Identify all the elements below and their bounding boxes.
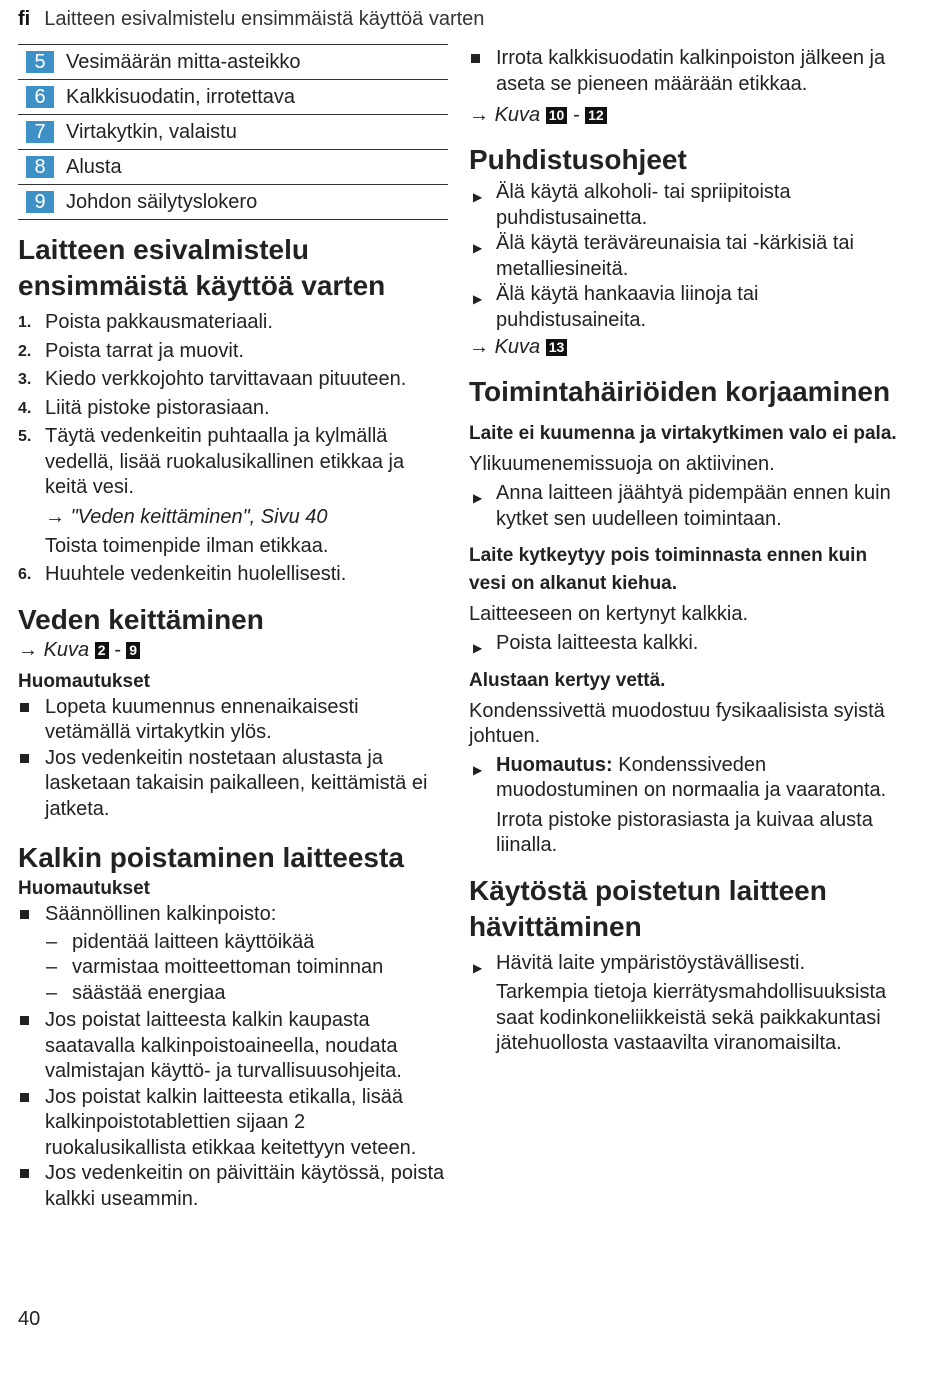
step-text: Poista tarrat ja muovit. [45, 339, 244, 362]
figure-badge: 10 [546, 107, 568, 124]
list-item [469, 180, 899, 231]
instruction-text: Älä käytä hankaavia liinoja tai puhdistusaineita. [496, 283, 759, 331]
trouble-heading: Toimintahäiriöiden korjaaminen [469, 376, 891, 407]
figure-badge: 2 [95, 642, 109, 659]
reference-text: Kuva [43, 638, 90, 661]
part-label: Johdon säilytyslokero [66, 190, 258, 213]
list-item [469, 282, 899, 333]
part-label: Vesimäärän mitta-asteikko [66, 50, 301, 73]
part-label: Kalkkisuodatin, irrotettava [66, 85, 296, 108]
note-text: Kondenssiveden muodostuminen on normaalia ja vaaratonta. [496, 753, 887, 801]
part-label: Alusta [66, 155, 122, 178]
list-item [18, 955, 448, 981]
bullet-square-icon [20, 1093, 29, 1102]
list-item [18, 424, 448, 559]
disposal-info-text: Tarkempia tietoja kierrätysmahdollisuuksista saat kodinkoneliikkeistä sekä paikkakuntasi jätehuollosta vastaavilta viranomaisilta. [496, 981, 887, 1054]
arrow-right-icon: → [18, 638, 44, 661]
list-item [18, 746, 448, 823]
bullet-square-icon [20, 1016, 29, 1025]
descale-benefits [18, 930, 448, 1007]
disposal-heading: Käytöstä poistetun laitteen hävittäminen [469, 874, 827, 942]
problem-cause: Ylikuumenemissuoja on aktiivinen. [469, 453, 775, 475]
figure-reference [469, 335, 899, 360]
list-item [18, 396, 448, 422]
benefit-text: säästää energiaa [72, 981, 226, 1004]
list-item [18, 1008, 448, 1085]
table-row [18, 185, 448, 220]
step-text: Liitä pistoke pistorasiaan. [45, 396, 270, 419]
left-column [18, 44, 448, 1214]
note-text: Jos poistat kalkin laitteesta etikalla, lisää kalkinpoistotablettien sijaan 2 ruokalusikallista etikkaa keitettyyn veteen. [45, 1085, 417, 1159]
notes-heading: Huomautukset [18, 670, 150, 692]
prep-steps [18, 310, 448, 588]
bullet-square-icon [20, 1169, 29, 1178]
reference-text: Kuva [494, 336, 541, 358]
table-row [18, 150, 448, 185]
list-item [18, 339, 448, 365]
right-column [469, 44, 899, 1059]
dash-icon: – [46, 981, 58, 1004]
instruction-text: Hävitä laite ympäristöystävällisesti. [496, 951, 805, 974]
step-number: 2. [18, 342, 32, 360]
problem-fix-list [469, 481, 899, 532]
note-text: Jos vedenkeitin nostetaan alustasta ja lasketaan takaisin paikalleen, keittämistä ei jatketa. [45, 746, 428, 820]
list-item [469, 753, 899, 859]
descale-notes [18, 902, 448, 928]
bullet-square-icon [471, 54, 480, 63]
problem-fix-list [469, 631, 899, 657]
problem-title: Laite ei kuumenna ja virtakytkimen valo ei pala. [469, 423, 897, 444]
part-number: 7 [26, 121, 54, 143]
note-text: Irrota kalkkisuodatin kalkinpoiston jälkeen ja aseta se pieneen määrään etikkaa. [496, 47, 886, 95]
triangle-bullet-icon: ▶ [473, 641, 483, 655]
list-item [18, 562, 448, 588]
instruction-text: Älä käytä teräväreunaisia tai -kärkisiä tai metalliesineitä. [496, 232, 854, 280]
benefit-text: varmistaa moitteettoman toiminnan [72, 956, 384, 978]
list-item [469, 951, 899, 1057]
instruction-text: Älä käytä alkoholi- tai spriipitoista puhdistusainetta. [496, 181, 791, 229]
problem-cause: Laitteeseen on kertynyt kalkkia. [469, 603, 749, 625]
arrow-right-icon: → [469, 336, 495, 358]
list-item [18, 367, 448, 393]
problem-title: Laite kytkeytyy pois toiminnasta ennen kuin vesi on alkanut kiehua. [469, 545, 868, 594]
bullet-square-icon [20, 703, 29, 712]
note-label: Huomautus: [496, 753, 613, 776]
triangle-bullet-icon: ▶ [473, 960, 483, 975]
table-row [18, 115, 448, 150]
page-header [18, 8, 484, 31]
table-row [18, 45, 448, 80]
step-text: Huuhtele vedenkeitin huolellisesti. [45, 563, 347, 585]
fix-text: Anna laitteen jäähtyä pidempään ennen kuin kytket sen uudelleen toimintaan. [496, 482, 891, 530]
bullet-square-icon [20, 754, 29, 763]
cleaning-list [469, 180, 899, 333]
step-number: 6. [18, 566, 32, 583]
step-text: Kiedo verkkojohto tarvittavaan pituuteen. [45, 368, 407, 390]
triangle-bullet-icon: ▶ [473, 491, 483, 505]
note-text: Jos poistat laitteesta kalkin kaupasta saatavalla kalkinpoistoaineella, noudata valmistajan käyttö- ja turvallisuusohjeita. [45, 1009, 402, 1082]
fix-text: Poista laitteesta kalkki. [496, 632, 699, 654]
prep-heading: Laitteen esivalmistelu ensimmäistä käyttöä varten [18, 234, 386, 301]
triangle-bullet-icon: ▶ [473, 762, 483, 777]
list-item [18, 310, 448, 336]
part-number: 9 [26, 191, 54, 213]
figure-reference: → Kuva 10 - 12 [469, 103, 899, 128]
page-number: 40 [18, 1308, 41, 1330]
list-item [18, 981, 448, 1007]
step-number: 4. [18, 399, 32, 417]
note-text: Jos vedenkeitin on päivittäin käytössä, poista kalkki useammin. [45, 1162, 445, 1210]
arrow-right-icon: → [45, 505, 71, 528]
step-text: Poista pakkausmateriaali. [45, 311, 273, 333]
reference-text: "Veden keittäminen", Sivu 40 [70, 505, 328, 528]
problem-cause: Kondenssivettä muodostuu fysikaalisista syistä johtuen. [469, 699, 885, 747]
list-item [18, 1085, 448, 1162]
figure-badge: 12 [585, 107, 607, 124]
reference-text: Kuva [494, 104, 541, 126]
figure-reference: → Kuva 2 - 9 [18, 638, 448, 663]
part-number: 8 [26, 156, 54, 178]
list-item [18, 930, 448, 956]
list-item [18, 902, 448, 928]
parts-table [18, 44, 448, 220]
descale-continued [469, 46, 899, 97]
triangle-bullet-icon: ▶ [473, 292, 483, 306]
table-row [18, 80, 448, 115]
dash-icon: – [46, 930, 58, 953]
dash-icon: – [46, 956, 58, 978]
step-text: Täytä vedenkeitin puhtaalla ja kylmällä vedellä, lisää ruokalusikallinen etikkaa ja keitä vesi. [45, 425, 405, 498]
bullet-square-icon [20, 910, 29, 919]
problem-title: Alustaan kertyy vettä. [469, 669, 666, 691]
step-number: 3. [18, 371, 32, 388]
language-code: fi [18, 8, 31, 30]
fix-text: Irrota pistoke pistorasiasta ja kuivaa alusta liinalla. [496, 808, 873, 856]
list-item [18, 695, 448, 746]
figure-badge: 13 [546, 339, 568, 356]
descale-notes-more [18, 1008, 448, 1212]
list-item [469, 481, 899, 532]
disposal-list [469, 951, 899, 1057]
step-number: 5. [18, 428, 32, 445]
benefit-text: pidentää laitteen käyttöikää [72, 930, 315, 953]
list-item [469, 231, 899, 282]
part-label: Virtakytkin, valaistu [66, 120, 237, 143]
descale-heading: Kalkin poistaminen laitteesta [18, 842, 404, 873]
header-title: Laitteen esivalmistelu ensimmäistä käyttöä varten [44, 8, 485, 30]
cross-reference[interactable] [45, 505, 448, 530]
triangle-bullet-icon: ▶ [473, 190, 483, 204]
cleaning-heading: Puhdistusohjeet [469, 144, 687, 175]
notes-heading: Huomautukset [18, 878, 150, 899]
part-number: 6 [26, 86, 54, 108]
note-text: Säännöllinen kalkinpoisto: [45, 903, 277, 925]
triangle-bullet-icon: ▶ [473, 241, 483, 255]
problem-fix-list [469, 753, 899, 859]
figure-badge: 9 [126, 642, 140, 659]
boiling-heading: Veden keittäminen [18, 603, 264, 635]
step-number: 1. [18, 314, 32, 331]
list-item [469, 631, 899, 657]
part-number: 5 [26, 51, 54, 73]
arrow-right-icon: → [469, 104, 495, 126]
list-item [469, 46, 899, 97]
list-item [18, 1161, 448, 1212]
boiling-notes [18, 695, 448, 823]
step-extra-text: Toista toimenpide ilman etikkaa. [45, 534, 329, 557]
note-text: Lopeta kuumennus ennenaikaisesti vetämällä virtakytkin ylös. [45, 695, 359, 743]
